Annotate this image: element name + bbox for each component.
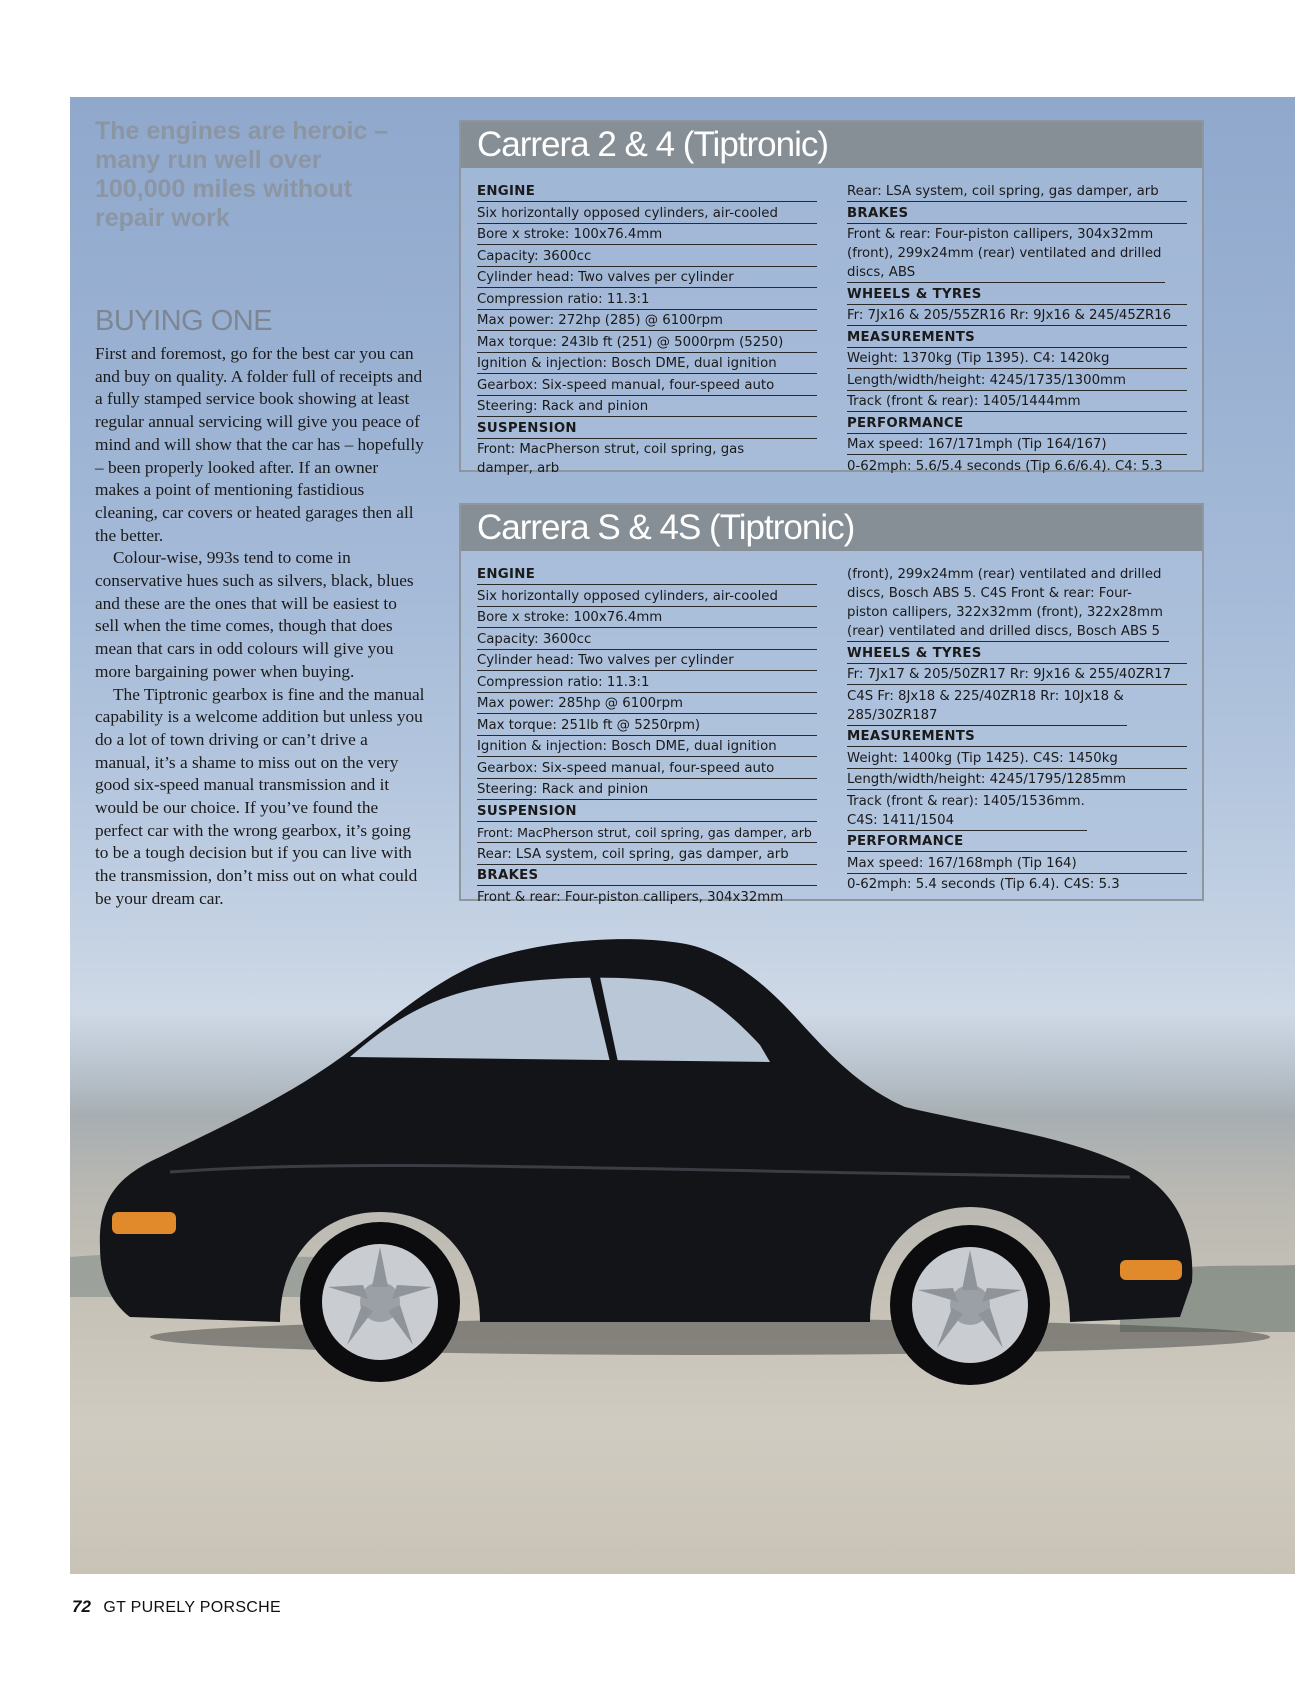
spec-heading: BRAKES — [477, 866, 817, 886]
spec-column-left — [477, 565, 817, 908]
spec-row: Six horizontally opposed cylinders, air-cooled — [477, 587, 817, 607]
spec-column-right — [847, 565, 1187, 896]
spec-row: Compression ratio: 11.3:1 — [477, 290, 817, 310]
page-number: 72 — [72, 1597, 91, 1616]
spec-row: Fr: 7Jx16 & 205/55ZR16 Rr: 9Jx16 & 245/45ZR16 — [847, 306, 1187, 326]
spec-row: Max speed: 167/168mph (Tip 164) — [847, 854, 1187, 874]
spec-box-carrera-s-4s — [459, 503, 1204, 905]
publication-name: GT PURELY PORSCHE — [103, 1599, 281, 1616]
spec-row: Weight: 1400kg (Tip 1425). C4S: 1450kg — [847, 749, 1187, 769]
spec-row: Gearbox: Six-speed manual, four-speed auto — [477, 759, 817, 779]
spec-row: Max power: 272hp (285) @ 6100rpm — [477, 311, 817, 331]
spec-heading: WHEELS & TYRES — [847, 644, 1187, 664]
spec-row: Front & rear: Four-piston callipers, 304x32mm (front), 299x24mm (rear) ventilated and drilled discs, ABS — [847, 225, 1165, 283]
spec-row: Max torque: 251lb ft @ 5250rpm) — [477, 716, 817, 736]
spec-column-right — [847, 182, 1187, 477]
spec-heading: MEASUREMENTS — [847, 328, 1187, 348]
spec-row: Compression ratio: 11.3:1 — [477, 673, 817, 693]
spec-row: Length/width/height: 4245/1735/1300mm — [847, 371, 1187, 391]
spec-row: 0-62mph: 5.6/5.4 seconds (Tip 6.6/6.4). C4: 5.3 — [847, 458, 1163, 474]
spec-box-title: Carrera S & 4S (Tiptronic) — [461, 505, 1202, 551]
spec-row: Capacity: 3600cc — [477, 630, 817, 650]
spec-row: Steering: Rack and pinion — [477, 397, 817, 417]
spec-heading: PERFORMANCE — [847, 832, 1187, 852]
spec-row: (front), 299x24mm (rear) ventilated and drilled discs, Bosch ABS 5. C4S Front & rear: Four-piston callipers, 322x32mm (front), 322x28mm (rear) ventilated and drilled discs, Bosch ABS 5 — [847, 565, 1169, 642]
front-wheel — [890, 1225, 1050, 1385]
spec-heading: SUSPENSION — [477, 802, 817, 822]
spec-column-left — [477, 182, 817, 480]
spec-row: C4S Fr: 8Jx18 & 225/40ZR18 Rr: 10Jx18 & 285/30ZR187 — [847, 687, 1127, 726]
spec-row: Rear: LSA system, coil spring, gas damper, arb — [847, 182, 1187, 202]
spec-row: Track (front & rear): 1405/1536mm. C4S: 1411/1504 — [847, 792, 1087, 831]
body-paragraph: The Tiptronic gearbox is fine and the manual capability is a welcome addition but unless you do a lot of town driving or can’t drive a manual, it’s a shame to miss out on the very good six-speed manual transmission and it would be our choice. If you’ve found the perfect car with the wrong gearbox, it’s going to be a tough decision but if you can live with the transmission, don’t miss out on what could be your dream car. — [95, 684, 425, 908]
pull-quote: The engines are heroic – many run well over 100,000 miles without repair work — [95, 117, 389, 232]
spec-row: Bore x stroke: 100x76.4mm — [477, 225, 817, 245]
body-paragraph: Colour-wise, 993s tend to come in conservative hues such as silvers, black, blues and these are the ones that will be easiest to sell when the time comes, though that does mean that cars in odd colours will give you more bargaining power when buying. — [95, 548, 414, 681]
spec-row: Max speed: 167/171mph (Tip 164/167) — [847, 435, 1187, 455]
body-paragraph: First and foremost, go for the best car you can and buy on quality. A folder full of receipts and a fully stamped service book showing at least regular annual servicing will give you peace of mind and will show that the car has – hopefully – been properly looked after. If an owner makes a point of mentioning fastidious cleaning, car covers or heated garages then all the better. — [95, 344, 424, 545]
spec-heading: WHEELS & TYRES — [847, 285, 1187, 305]
spec-row: Weight: 1370kg (Tip 1395). C4: 1420kg — [847, 349, 1187, 369]
spec-row: Length/width/height: 4245/1795/1285mm — [847, 770, 1187, 790]
spec-box-carrera-2-4 — [459, 120, 1204, 476]
spec-row: Ignition & injection: Bosch DME, dual ignition — [477, 354, 817, 374]
spec-heading: PERFORMANCE — [847, 414, 1187, 434]
page-footer — [72, 1597, 281, 1617]
spec-row: Cylinder head: Two valves per cylinder — [477, 268, 817, 288]
article-body — [95, 343, 425, 911]
spec-row: Track (front & rear): 1405/1444mm — [847, 392, 1187, 412]
spec-row: Max power: 285hp @ 6100rpm — [477, 694, 817, 714]
spec-row: Front: MacPherson strut, coil spring, gas damper, arb — [477, 823, 817, 843]
spec-row: Max torque: 243lb ft (251) @ 5000rpm (5250) — [477, 333, 817, 353]
spec-heading: SUSPENSION — [477, 419, 817, 439]
spec-row: Front & rear: Four-piston callipers, 304x32mm — [477, 889, 784, 905]
spec-heading: MEASUREMENTS — [847, 727, 1187, 747]
spec-row: Rear: LSA system, coil spring, gas damper, arb — [477, 845, 817, 865]
spec-row: Gearbox: Six-speed manual, four-speed auto — [477, 376, 817, 396]
spec-row: Fr: 7Jx17 & 205/50ZR17 Rr: 9Jx16 & 255/40ZR17 — [847, 665, 1187, 685]
spec-row: 0-62mph: 5.4 seconds (Tip 6.4). C4S: 5.3 — [847, 877, 1120, 892]
spec-row: Front: MacPherson strut, coil spring, gas damper, arb — [477, 442, 745, 476]
spec-heading: BRAKES — [847, 204, 1187, 224]
spec-row: Six horizontally opposed cylinders, air-cooled — [477, 204, 817, 224]
spec-row: Cylinder head: Two valves per cylinder — [477, 651, 817, 671]
spec-row: Capacity: 3600cc — [477, 247, 817, 267]
spec-row: Bore x stroke: 100x76.4mm — [477, 608, 817, 628]
section-heading: BUYING ONE — [95, 305, 273, 337]
spec-row: Ignition & injection: Bosch DME, dual ignition — [477, 737, 817, 757]
spec-box-title: Carrera 2 & 4 (Tiptronic) — [461, 122, 1202, 168]
spec-row: Steering: Rack and pinion — [477, 780, 817, 800]
rear-wheel — [300, 1222, 460, 1382]
spec-heading: ENGINE — [477, 182, 817, 202]
spec-heading: ENGINE — [477, 565, 817, 585]
